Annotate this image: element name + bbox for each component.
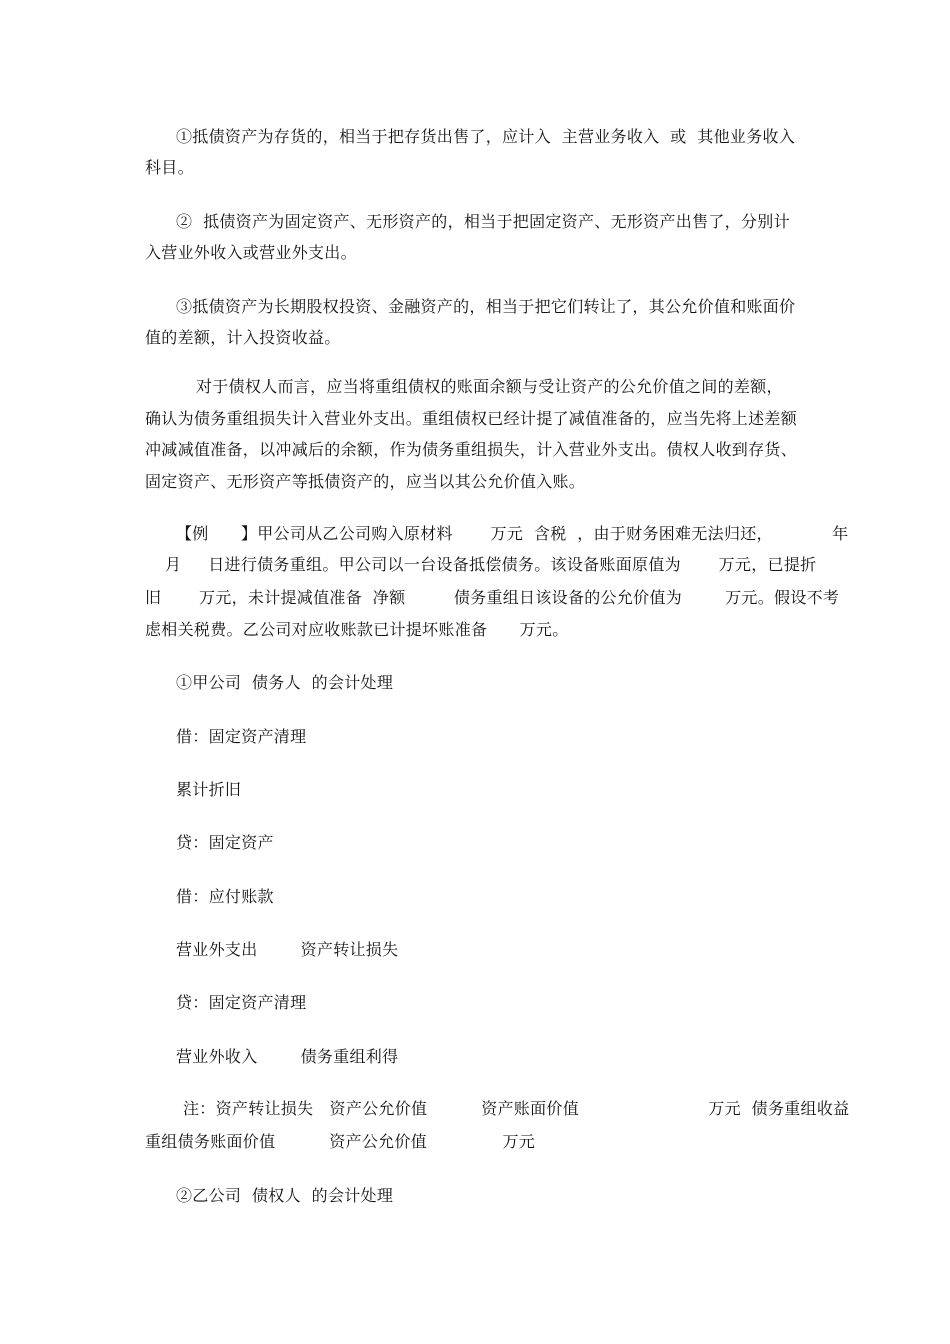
text-line-9: 冲减减值准备，以冲减后的余额，作为债务重组损失，计入营业外支出。债权人收到存货、 — [145, 440, 798, 459]
text-line-1: ①抵债资产为存货的，相当于把存货出售了，应计入 主营业务收入 或 其他业务收入 — [176, 127, 796, 146]
text-line-6: 值的差额，计入投资收益。 — [145, 328, 341, 347]
text-line-4: 入营业外收入或营业外支出。 — [145, 243, 357, 262]
journal-heading-creditor: ②乙公司 债权人 的会计处理 — [176, 1186, 394, 1205]
journal-entry-7: 营业外收入 债务重组利得 — [176, 1047, 399, 1066]
note-line-2: 重组债务账面价值 资产公允价值 万元 — [145, 1132, 536, 1151]
text-line-5: ③抵债资产为长期股权投资、金融资产的，相当于把它们转让了，其公允价值和账面价 — [176, 297, 796, 316]
text-line-13: 旧 万元，未计提减值准备 净额 债务重组日该设备的公允价值为 万元。假设不考 — [145, 588, 840, 607]
journal-heading-debtor: ①甲公司 债务人 的会计处理 — [176, 673, 394, 692]
text-line-14: 虑相关税费。乙公司对应收账款已计提坏账准备 万元。 — [145, 620, 569, 639]
text-line-7: 对于债权人而言，应当将重组债权的账面余额与受让资产的公允价值之间的差额， — [196, 377, 783, 396]
text-line-3: ② 抵债资产为固定资产、无形资产的，相当于把固定资产、无形资产出售了，分别计 — [176, 212, 790, 231]
journal-entry-2: 累计折旧 — [176, 780, 242, 799]
text-line-11: 【例 】甲公司从乙公司购入原材料 万元 含税 ，由于财务困难无法归还， 年 — [176, 524, 849, 543]
journal-entry-5: 营业外支出 资产转让损失 — [176, 940, 399, 959]
journal-entry-1: 借：固定资产清理 — [176, 727, 307, 746]
text-line-10: 固定资产、无形资产等抵债资产的，应当以其公允价值入账。 — [145, 472, 586, 491]
text-line-2: 科目。 — [145, 158, 194, 177]
text-line-12: 月 日进行债务重组。甲公司以一台设备抵偿债务。该设备账面原值为 万元，已提折 — [165, 555, 817, 574]
journal-entry-6: 贷：固定资产清理 — [176, 993, 307, 1012]
text-line-8: 确认为债务重组损失计入营业外支出。重组债权已经计提了减值准备的，应当先将上述差额 — [145, 409, 798, 428]
note-line-1: 注：资产转让损失 资产公允价值 资产账面价值 万元 债务重组收益 — [183, 1099, 850, 1118]
journal-entry-3: 贷：固定资产 — [176, 833, 274, 852]
journal-entry-4: 借：应付账款 — [176, 887, 274, 906]
